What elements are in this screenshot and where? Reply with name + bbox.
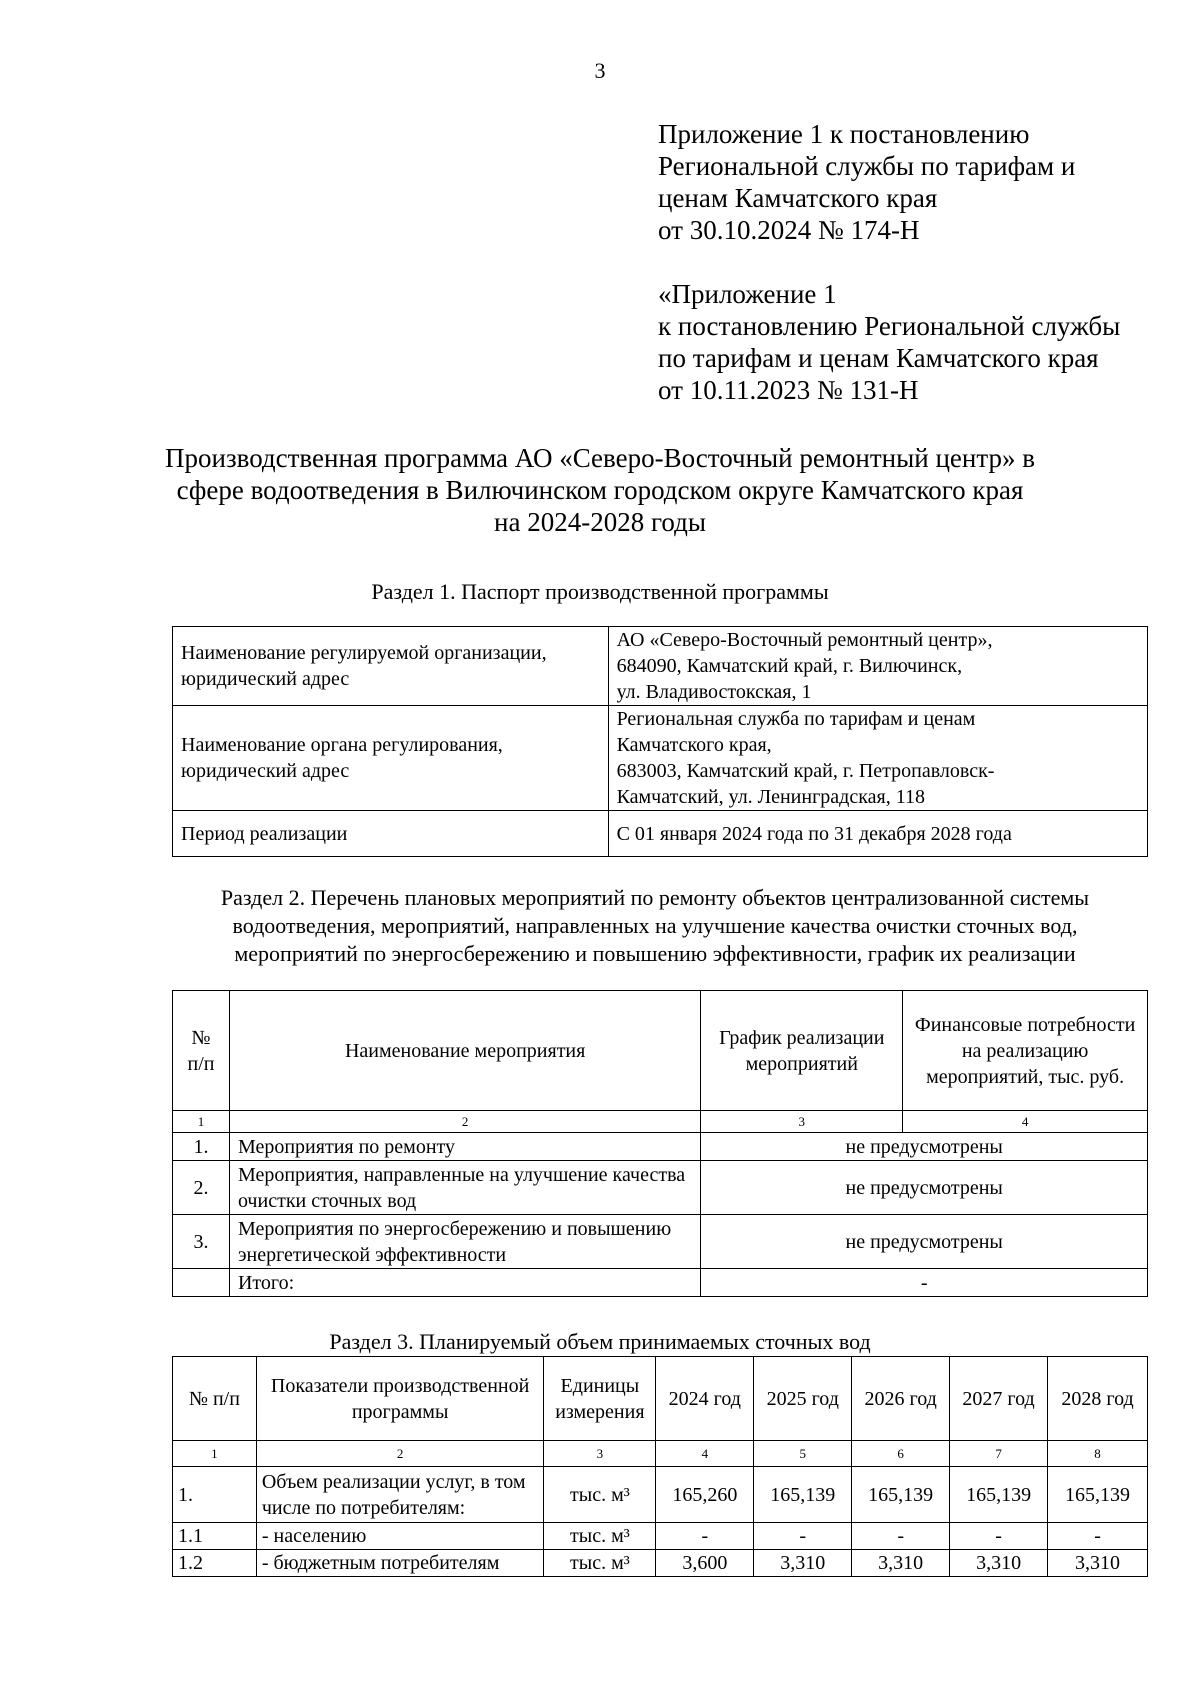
table-row — [173, 627, 1148, 706]
table-header-row — [173, 991, 1148, 1111]
column-number: 7 — [950, 1441, 1048, 1467]
column-number: 3 — [544, 1441, 656, 1467]
column-number: 4 — [903, 1111, 1148, 1133]
row-value: - — [754, 1523, 852, 1550]
row-indicator: Объем реализации услуг, в том числе по потребителям: — [256, 1467, 544, 1523]
row-num-empty — [173, 1269, 230, 1297]
row-value: - — [656, 1523, 754, 1550]
column-number-row — [173, 1111, 1148, 1133]
table-row — [173, 1215, 1148, 1269]
row-unit: тыс. м³ — [544, 1550, 656, 1577]
table-row — [173, 1523, 1148, 1550]
passport-value — [608, 627, 1147, 706]
passport-value-line: Региональная служба по тарифам и ценам — [616, 708, 976, 730]
section1-table — [172, 626, 1148, 857]
passport-label: Наименование регулируемой организации, юридический адрес — [173, 627, 609, 706]
header-num: № п/п — [173, 1357, 257, 1441]
row-value: - — [950, 1523, 1048, 1550]
passport-label: Период реализации — [173, 811, 609, 857]
column-number: 3 — [701, 1111, 903, 1133]
header-num: № п/п — [173, 991, 230, 1111]
passport-value-line: 683003, Камчатский край, г. Петропавловск- — [616, 760, 995, 782]
header-name: Наименование мероприятия — [229, 991, 700, 1111]
row-indicator: - населению — [256, 1523, 544, 1550]
column-number-row — [173, 1441, 1148, 1467]
table-row — [173, 706, 1148, 811]
total-value: - — [701, 1269, 1148, 1297]
header-year: 2026 год — [852, 1357, 950, 1441]
header-year: 2025 год — [754, 1357, 852, 1441]
section3-table — [172, 1356, 1148, 1577]
passport-value-line: ул. Владивостокская, 1 — [616, 681, 812, 703]
column-number: 1 — [173, 1111, 230, 1133]
row-num: 1. — [173, 1133, 230, 1161]
table-row — [173, 1467, 1148, 1523]
header-indicator: Показатели производственной программы — [256, 1357, 544, 1441]
column-number: 6 — [852, 1441, 950, 1467]
column-number: 2 — [256, 1441, 544, 1467]
document-title — [150, 442, 1050, 538]
header-year: 2027 год — [950, 1357, 1048, 1441]
page-number: 3 — [594, 58, 606, 83]
row-value: 3,600 — [656, 1550, 754, 1577]
appendix-original-line: от 10.11.2023 № 131-Н — [658, 375, 919, 405]
row-num: 1. — [173, 1467, 257, 1523]
total-row — [173, 1269, 1148, 1297]
row-name: Мероприятия, направленные на улучшение качества очистки сточных вод — [229, 1161, 700, 1215]
row-num: 1.1 — [173, 1523, 257, 1550]
appendix-header-line: от 30.10.2024 № 174-Н — [658, 215, 920, 245]
section2-title-line: водоотведения, мероприятий, направленных на улучшение качества очистки сточных вод, — [232, 913, 1078, 938]
title-line: на 2024-2028 годы — [494, 507, 706, 537]
table-row — [173, 811, 1148, 857]
row-value: - — [1048, 1523, 1148, 1550]
row-value: 165,139 — [1048, 1467, 1148, 1523]
row-value: - — [852, 1523, 950, 1550]
row-value: 3,310 — [1048, 1550, 1148, 1577]
row-num: 3. — [173, 1215, 230, 1269]
table-row — [173, 1550, 1148, 1577]
row-value: не предусмотрены — [701, 1133, 1148, 1161]
table-row — [173, 1133, 1148, 1161]
header-unit: Единицы измерения — [544, 1357, 656, 1441]
column-number: 4 — [656, 1441, 754, 1467]
total-label: Итого: — [229, 1269, 700, 1297]
section2-title-line: мероприятий по энергосбережению и повышению эффективности, график их реализации — [234, 941, 1076, 966]
row-value: не предусмотрены — [701, 1215, 1148, 1269]
appendix-original — [658, 278, 1120, 406]
header-year: 2028 год — [1048, 1357, 1148, 1441]
row-value: 165,139 — [754, 1467, 852, 1523]
table-header-row — [173, 1357, 1148, 1441]
section2-title — [150, 884, 1160, 968]
row-unit: тыс. м³ — [544, 1467, 656, 1523]
appendix-original-line: «Приложение 1 — [658, 279, 837, 309]
passport-value — [608, 811, 1147, 857]
row-num: 1.2 — [173, 1550, 257, 1577]
passport-value-line: С 01 января 2024 года по 31 декабря 2028 года — [616, 822, 1012, 845]
passport-label: Наименование органа регулирования, юридический адрес — [173, 706, 609, 811]
row-value: 3,310 — [754, 1550, 852, 1577]
appendix-header-line: ценам Камчатского края — [658, 183, 938, 213]
header-year: 2024 год — [656, 1357, 754, 1441]
row-value: 165,260 — [656, 1467, 754, 1523]
passport-value-line: АО «Северо-Восточный ремонтный центр», — [616, 629, 993, 651]
passport-value-line: 684090, Камчатский край, г. Вилючинск, — [616, 655, 963, 677]
row-value: 3,310 — [852, 1550, 950, 1577]
section2-table — [172, 990, 1148, 1297]
appendix-header — [658, 118, 1075, 246]
row-value: не предусмотрены — [701, 1161, 1148, 1215]
row-indicator: - бюджетным потребителям — [256, 1550, 544, 1577]
row-unit: тыс. м³ — [544, 1523, 656, 1550]
header-schedule: График реализации мероприятий — [701, 991, 903, 1111]
row-name: Мероприятия по ремонту — [229, 1133, 700, 1161]
passport-value-line: Камчатского края, — [616, 734, 772, 756]
column-number: 8 — [1048, 1441, 1148, 1467]
row-value: 165,139 — [852, 1467, 950, 1523]
row-value: 3,310 — [950, 1550, 1048, 1577]
title-line: Производственная программа АО «Северо-Восточный ремонтный центр» в — [165, 443, 1035, 473]
row-name: Мероприятия по энергосбережению и повышению энергетической эффективности — [229, 1215, 700, 1269]
table-row — [173, 1161, 1148, 1215]
appendix-original-line: к постановлению Региональной службы — [658, 311, 1121, 341]
title-line: сфере водоотведения в Вилючинском городском округе Камчатского края — [176, 475, 1024, 505]
appendix-header-line: Региональной службы по тарифам и — [658, 151, 1076, 181]
appendix-header-line: Приложение 1 к постановлению — [658, 119, 1030, 149]
column-number: 5 — [754, 1441, 852, 1467]
column-number: 2 — [229, 1111, 700, 1133]
row-value: 165,139 — [950, 1467, 1048, 1523]
row-num: 2. — [173, 1161, 230, 1215]
appendix-original-line: по тарифам и ценам Камчатского края — [658, 343, 1099, 373]
section1-title: Раздел 1. Паспорт производственной программы — [371, 579, 829, 604]
column-number: 1 — [173, 1441, 257, 1467]
section3-title: Раздел 3. Планируемый объем принимаемых сточных вод — [329, 1329, 871, 1354]
header-finance: Финансовые потребности на реализацию мероприятий, тыс. руб. — [903, 991, 1148, 1111]
passport-value-line: Камчатский, ул. Ленинградская, 118 — [616, 786, 925, 808]
section2-title-line: Раздел 2. Перечень плановых мероприятий по ремонту объектов централизованной системы — [220, 885, 1090, 910]
passport-value — [608, 706, 1147, 811]
